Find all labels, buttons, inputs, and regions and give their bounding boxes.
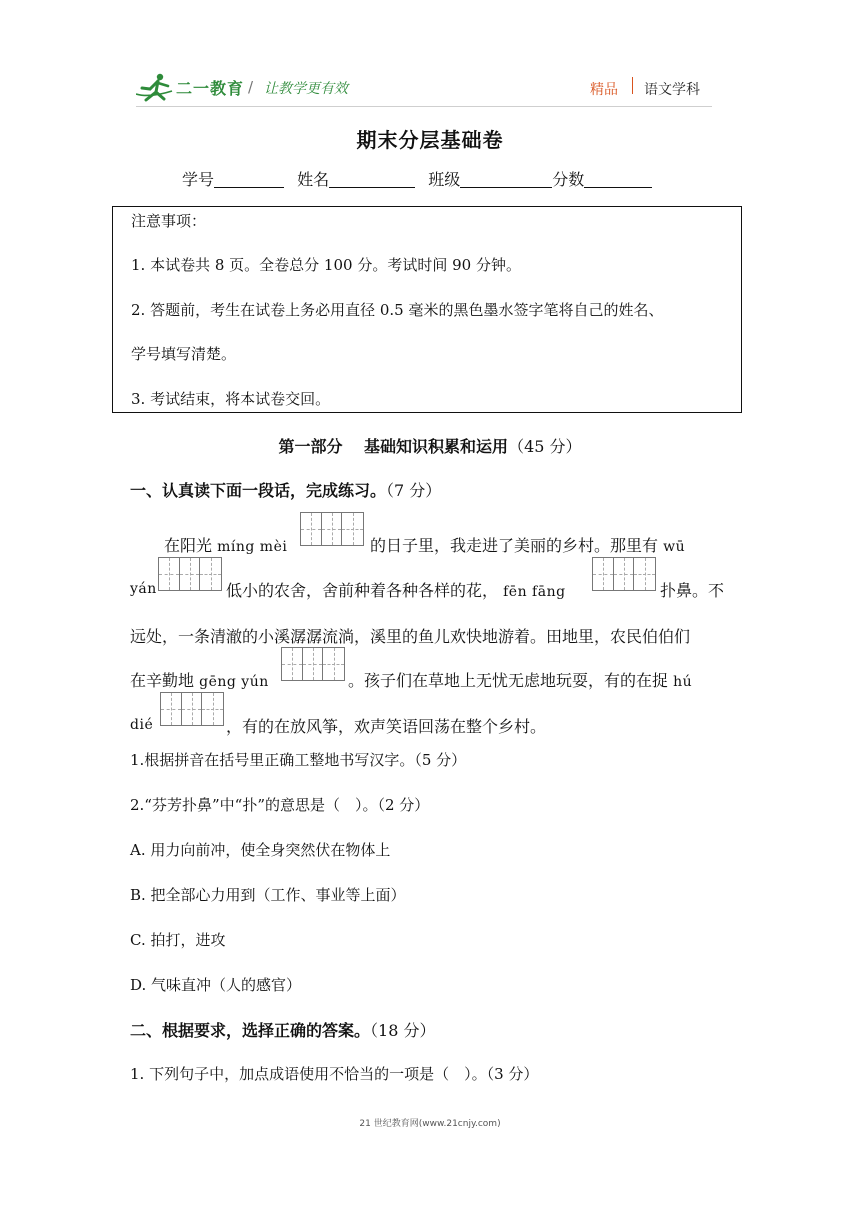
page-footer: 21 世纪教育网(www.21cnjy.com): [359, 1119, 501, 1129]
student-info-row: [182, 167, 652, 190]
name-blank[interactable]: [329, 169, 415, 188]
answer-grid[interactable]: [592, 557, 656, 591]
passage-line: [226, 578, 566, 601]
page-header: [136, 70, 712, 106]
name-label: 姓名: [297, 170, 330, 189]
score-blank[interactable]: [584, 169, 652, 188]
passage-text: 低小的农舍，舍前种着各种各样的花，: [226, 581, 499, 600]
section-title: 二、根据要求，选择正确的答案。: [130, 1021, 371, 1040]
question-text: 1. 下列句子中，加点成语使用不恰当的一项是（ ）。（3 分）: [130, 1065, 539, 1083]
header-rule: [136, 106, 712, 107]
option-b[interactable]: B. 把全部心力用到（工作、事业等上面）: [130, 886, 406, 904]
passage-text: 的日子里，我走进了美丽的乡村。那里有: [370, 536, 659, 555]
section-score: （18 分）: [370, 1021, 436, 1040]
option-a[interactable]: A. 用力向前冲，使全身突然伏在物体上: [130, 841, 391, 859]
answer-grid[interactable]: [158, 557, 222, 591]
pinyin-text: fēn fāng: [503, 584, 566, 600]
notice-item: 3. 考试结束，将本试卷交回。: [131, 390, 331, 408]
question-text: 1.根据拼音在括号里正确工整地书写汉字。（5 分）: [130, 751, 467, 769]
answer-grid[interactable]: [160, 692, 224, 726]
id-label: 学号: [182, 170, 215, 189]
logo-text: 二一教育: [176, 79, 245, 98]
header-slogan: 让教学更有效: [264, 81, 348, 97]
question-text: 2.“芬芳扑鼻”中“扑”的意思是（ ）。（2 分）: [130, 796, 430, 814]
section-title: 一、认真读下面一段话，完成练习。: [130, 481, 387, 500]
part-heading: [0, 434, 860, 457]
passage-text: 在阳光: [164, 536, 213, 555]
score-label: 分数: [552, 170, 585, 189]
pinyin-text: yán: [130, 581, 157, 597]
notice-item: 2. 答题前，考生在试卷上务必用直径 0.5 毫米的黑色墨水签字笔将自己的姓名、: [131, 301, 664, 319]
passage-text: 远处，一条清澈的小溪潺潺流淌，溪里的鱼儿欢快地游着。田地里，农民伯伯们: [130, 627, 691, 646]
tag-separator: [632, 77, 633, 94]
tag-fine: 精品: [590, 82, 618, 98]
passage-line: [130, 668, 269, 691]
tag-subject: 语文学科: [644, 82, 700, 98]
answer-grid[interactable]: [281, 647, 345, 681]
section-score: （7 分）: [386, 481, 442, 500]
passage-text: 。孩子们在草地上无忧无虑地玩耍，有的在捉: [348, 671, 669, 690]
header-divider-slash: /: [248, 78, 254, 96]
pinyin-text: wū: [663, 539, 686, 555]
pinyin-text: míng mèi: [217, 539, 288, 555]
passage-text: ，有的在放风筝，欢声笑语回荡在整个乡村。: [226, 717, 547, 736]
section-heading: [130, 478, 441, 501]
page-title: 期末分层基础卷: [356, 128, 504, 152]
passage-line: [370, 533, 685, 556]
pinyin-text: hú: [673, 674, 693, 690]
part-score: （45 分）: [508, 437, 582, 456]
passage-text: 扑鼻。不: [660, 581, 725, 600]
part-title: 第一部分 基础知识积累和运用: [278, 437, 509, 456]
class-label: 班级: [428, 170, 461, 189]
pinyin-text: gēng yún: [199, 674, 269, 690]
passage-line: [348, 668, 692, 691]
passage-line: [130, 714, 153, 733]
pinyin-text: dié: [130, 717, 154, 733]
answer-grid[interactable]: [300, 512, 364, 546]
class-blank[interactable]: [460, 169, 552, 188]
option-c[interactable]: C. 拍打，进攻: [130, 931, 226, 949]
option-d[interactable]: D. 气味直冲（人的感官）: [130, 976, 302, 994]
id-blank[interactable]: [214, 169, 284, 188]
section-heading: [130, 1018, 435, 1041]
passage-line: [130, 578, 157, 597]
notice-box: [112, 206, 742, 413]
passage-text: 在辛勤地: [130, 671, 195, 690]
notice-item: 1. 本试卷共 8 页。全卷总分 100 分。考试时间 90 分钟。: [131, 256, 521, 274]
passage-line: [164, 533, 287, 556]
notice-heading: 注意事项：: [131, 212, 207, 230]
notice-item: 学号填写清楚。: [131, 345, 237, 363]
